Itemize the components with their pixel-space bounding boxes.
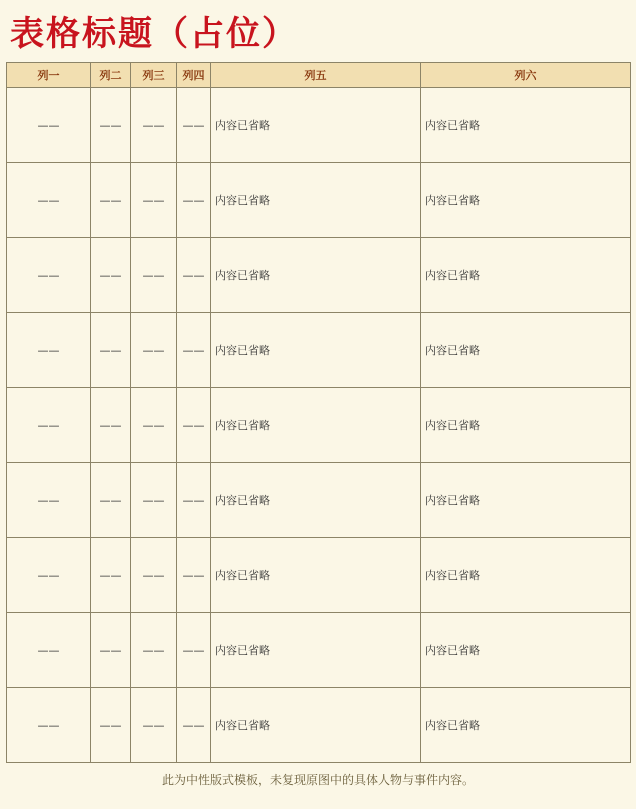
table-cell-col-5: 内容已省略 (211, 238, 421, 313)
table-cell-col-4: —— (177, 313, 211, 388)
document-title: 表格标题（占位） (10, 14, 298, 54)
table-cell-col-6: 内容已省略 (421, 688, 631, 763)
table-cell-col-4: —— (177, 88, 211, 163)
table-cell-col-4: —— (177, 688, 211, 763)
header-col-6: 列六 (421, 63, 631, 88)
table-cell-col-1: —— (7, 613, 91, 688)
table-cell-col-1: —— (7, 238, 91, 313)
table-cell-col-2: —— (91, 388, 131, 463)
table-cell-col-6: 内容已省略 (421, 388, 631, 463)
table-cell-col-4: —— (177, 613, 211, 688)
table-row (7, 313, 631, 388)
table-row (7, 163, 631, 238)
table-row (7, 688, 631, 763)
table-cell-col-1: —— (7, 163, 91, 238)
table-cell-col-1: —— (7, 688, 91, 763)
table-cell-col-3: —— (131, 613, 177, 688)
table-cell-col-5: 内容已省略 (211, 463, 421, 538)
table-cell-col-2: —— (91, 463, 131, 538)
table-body (7, 88, 631, 763)
table-row (7, 463, 631, 538)
table-cell-col-6: 内容已省略 (421, 463, 631, 538)
table-header-row (7, 63, 631, 88)
table-cell-col-4: —— (177, 463, 211, 538)
table-cell-col-2: —— (91, 88, 131, 163)
table-row (7, 613, 631, 688)
table-cell-col-1: —— (7, 313, 91, 388)
table-cell-col-5: 内容已省略 (211, 88, 421, 163)
table-cell-col-3: —— (131, 388, 177, 463)
table-cell-col-6: 内容已省略 (421, 538, 631, 613)
table-cell-col-3: —— (131, 238, 177, 313)
header-col-1: 列一 (7, 63, 91, 88)
table-cell-col-2: —— (91, 163, 131, 238)
table-cell-col-4: —— (177, 538, 211, 613)
table-cell-col-5: 内容已省略 (211, 688, 421, 763)
table-row (7, 238, 631, 313)
table-cell-col-5: 内容已省略 (211, 388, 421, 463)
table-cell-col-5: 内容已省略 (211, 538, 421, 613)
table-cell-col-3: —— (131, 463, 177, 538)
table-cell-col-3: —— (131, 688, 177, 763)
table-cell-col-6: 内容已省略 (421, 313, 631, 388)
table-row (7, 88, 631, 163)
table-cell-col-4: —— (177, 163, 211, 238)
table-cell-col-1: —— (7, 88, 91, 163)
table-cell-col-2: —— (91, 313, 131, 388)
table-cell-col-1: —— (7, 538, 91, 613)
table-cell-col-6: 内容已省略 (421, 613, 631, 688)
table-row (7, 388, 631, 463)
table-cell-col-6: 内容已省略 (421, 238, 631, 313)
data-table (6, 62, 631, 763)
table-cell-col-3: —— (131, 163, 177, 238)
table-row (7, 538, 631, 613)
table-cell-col-5: 内容已省略 (211, 163, 421, 238)
header-col-3: 列三 (131, 63, 177, 88)
table-cell-col-2: —— (91, 238, 131, 313)
table-cell-col-2: —— (91, 538, 131, 613)
table-cell-col-1: —— (7, 388, 91, 463)
table-cell-col-3: —— (131, 313, 177, 388)
table-cell-col-3: —— (131, 88, 177, 163)
table-cell-col-3: —— (131, 538, 177, 613)
header-col-4: 列四 (177, 63, 211, 88)
table-cell-col-6: 内容已省略 (421, 163, 631, 238)
table-cell-col-4: —— (177, 238, 211, 313)
table-cell-col-1: —— (7, 463, 91, 538)
template-notice: 此为中性版式模板，未复现原图中的具体人物与事件内容。 (161, 773, 474, 787)
header-col-2: 列二 (91, 63, 131, 88)
table-cell-col-4: —— (177, 388, 211, 463)
header-col-5: 列五 (211, 63, 421, 88)
table-cell-col-2: —— (91, 613, 131, 688)
table-cell-col-2: —— (91, 688, 131, 763)
table-cell-col-6: 内容已省略 (421, 88, 631, 163)
table-cell-col-5: 内容已省略 (211, 613, 421, 688)
table-cell-col-5: 内容已省略 (211, 313, 421, 388)
